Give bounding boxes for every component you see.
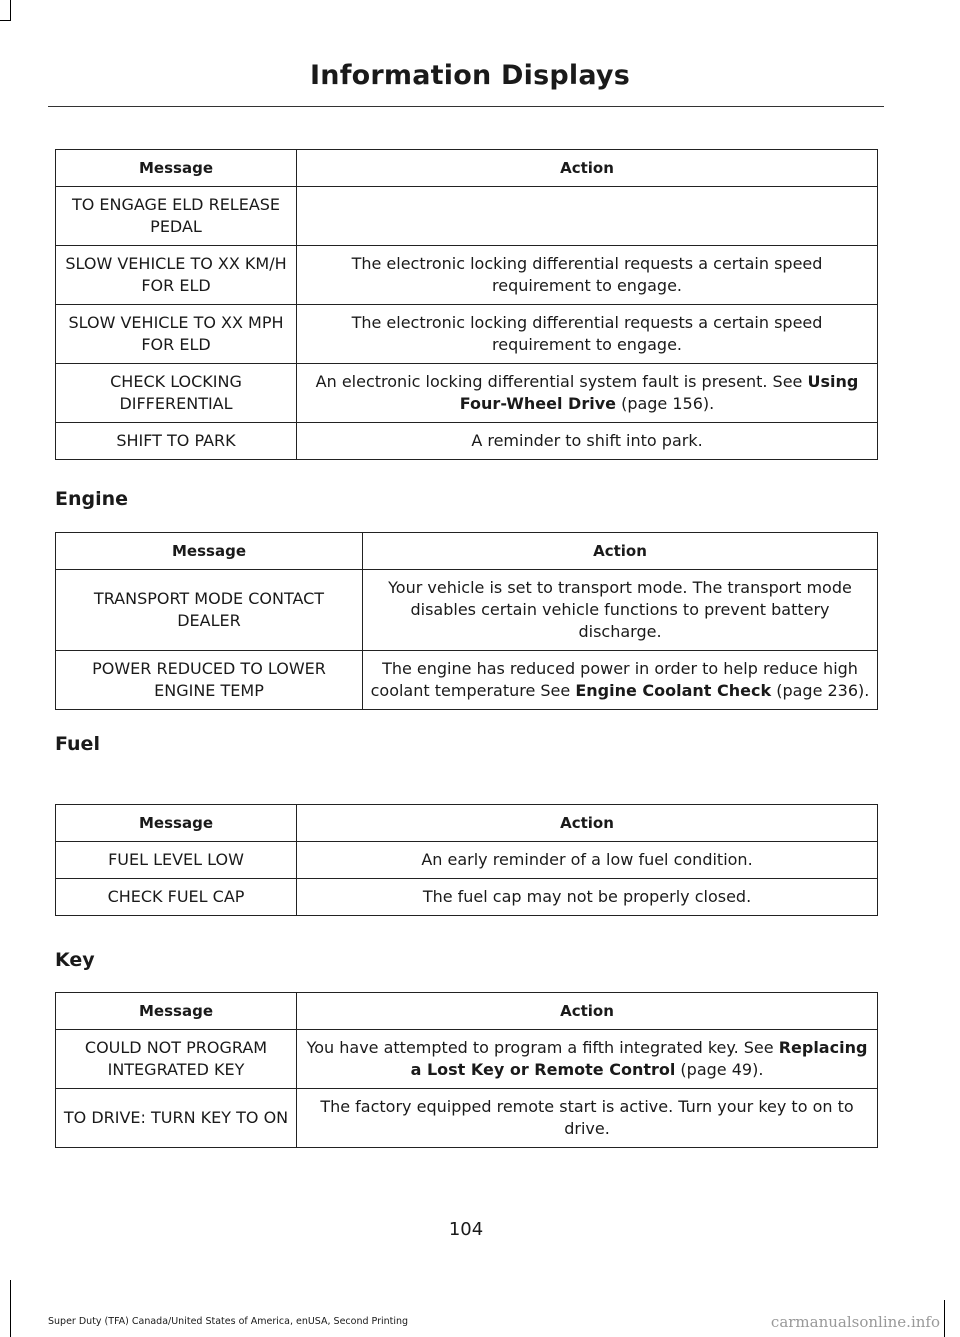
- action-cell: A reminder to shift into park.: [297, 423, 878, 460]
- message-cell: COULD NOT PROGRAM INTEGRATED KEY: [56, 1030, 297, 1089]
- column-header-action: Action: [297, 993, 878, 1030]
- table-row: [56, 570, 878, 651]
- section-heading-engine: Engine: [55, 488, 129, 510]
- message-cell: TO ENGAGE ELD RELEASE PEDAL: [56, 187, 297, 246]
- fuel-messages-table: [55, 804, 878, 916]
- column-header-message: Message: [56, 805, 297, 842]
- key-messages-table: [55, 992, 878, 1148]
- page-title: Information Displays: [310, 60, 630, 91]
- action-cell: The electronic locking differential requests a certain speed requirement to engage.: [297, 305, 878, 364]
- page-reference: (page 49).: [675, 1060, 764, 1079]
- header-divider: [48, 106, 884, 107]
- table-row: [56, 842, 878, 879]
- action-cell: The fuel cap may not be properly closed.: [297, 879, 878, 916]
- table-header-row: [56, 533, 878, 570]
- message-cell: SLOW VEHICLE TO XX MPH FOR ELD: [56, 305, 297, 364]
- action-cell: An early reminder of a low fuel condition.: [297, 842, 878, 879]
- page-number: 104: [448, 1219, 484, 1240]
- messages-table-top: [55, 149, 878, 460]
- crop-mark-top-left-v: [10, 0, 11, 20]
- action-cell: [363, 651, 878, 710]
- action-text: You have attempted to program a fifth integrated key. See: [306, 1038, 779, 1057]
- table-header-row: [56, 993, 878, 1030]
- table-row: [56, 1089, 878, 1148]
- engine-messages-table: [55, 532, 878, 710]
- column-header-action: Action: [297, 150, 878, 187]
- crop-mark-top-left-h: [0, 20, 11, 21]
- table-row: [56, 423, 878, 460]
- watermark: carmanualsonline.info: [770, 1313, 940, 1331]
- column-header-message: Message: [56, 533, 363, 570]
- table-row: [56, 364, 878, 423]
- action-cell: Your vehicle is set to transport mode. The transport mode disables certain vehicle functions to prevent battery discharge.: [363, 570, 878, 651]
- cross-reference-link[interactable]: Engine Coolant Check: [575, 681, 772, 700]
- page-reference: (page 156).: [615, 394, 715, 413]
- message-cell: TO DRIVE: TURN KEY TO ON: [56, 1089, 297, 1148]
- column-header-action: Action: [363, 533, 878, 570]
- table-header-row: [56, 805, 878, 842]
- cross-reference-link[interactable]: Using Four-Wheel Drive: [459, 372, 859, 413]
- message-cell: FUEL LEVEL LOW: [56, 842, 297, 879]
- table-row: [56, 305, 878, 364]
- action-cell: The factory equipped remote start is active. Turn your key to on to drive.: [297, 1089, 878, 1148]
- action-cell: [297, 364, 878, 423]
- table-row: [56, 879, 878, 916]
- footer-edition-text: Super Duty (TFA) Canada/United States of America, enUSA, Second Printing: [48, 1316, 409, 1327]
- table-row: [56, 187, 878, 246]
- table-row: [56, 246, 878, 305]
- message-cell: SHIFT TO PARK: [56, 423, 297, 460]
- column-header-message: Message: [56, 993, 297, 1030]
- action-cell: [297, 1030, 878, 1089]
- message-cell: POWER REDUCED TO LOWER ENGINE TEMP: [56, 651, 363, 710]
- section-heading-fuel: Fuel: [55, 733, 100, 755]
- message-cell: TRANSPORT MODE CONTACT DEALER: [56, 570, 363, 651]
- column-header-action: Action: [297, 805, 878, 842]
- cross-reference-link[interactable]: Replacing a Lost Key or Remote Control: [410, 1038, 868, 1079]
- action-text: An electronic locking differential system fault is present. See: [315, 372, 808, 391]
- message-cell: CHECK LOCKING DIFFERENTIAL: [56, 364, 297, 423]
- action-cell: [297, 187, 878, 246]
- message-cell: CHECK FUEL CAP: [56, 879, 297, 916]
- crop-mark-bottom-left-v: [10, 1280, 11, 1337]
- page-reference: (page 236).: [771, 681, 870, 700]
- action-cell: The electronic locking differential requests a certain speed requirement to engage.: [297, 246, 878, 305]
- message-cell: SLOW VEHICLE TO XX KM/H FOR ELD: [56, 246, 297, 305]
- table-row: [56, 651, 878, 710]
- table-row: [56, 1030, 878, 1089]
- table-header-row: [56, 150, 878, 187]
- action-text: The engine has reduced power in order to help reduce high coolant temperature See: [370, 659, 858, 700]
- section-heading-key: Key: [55, 949, 95, 971]
- crop-mark-bottom-right-v: [944, 1300, 945, 1337]
- column-header-message: Message: [56, 150, 297, 187]
